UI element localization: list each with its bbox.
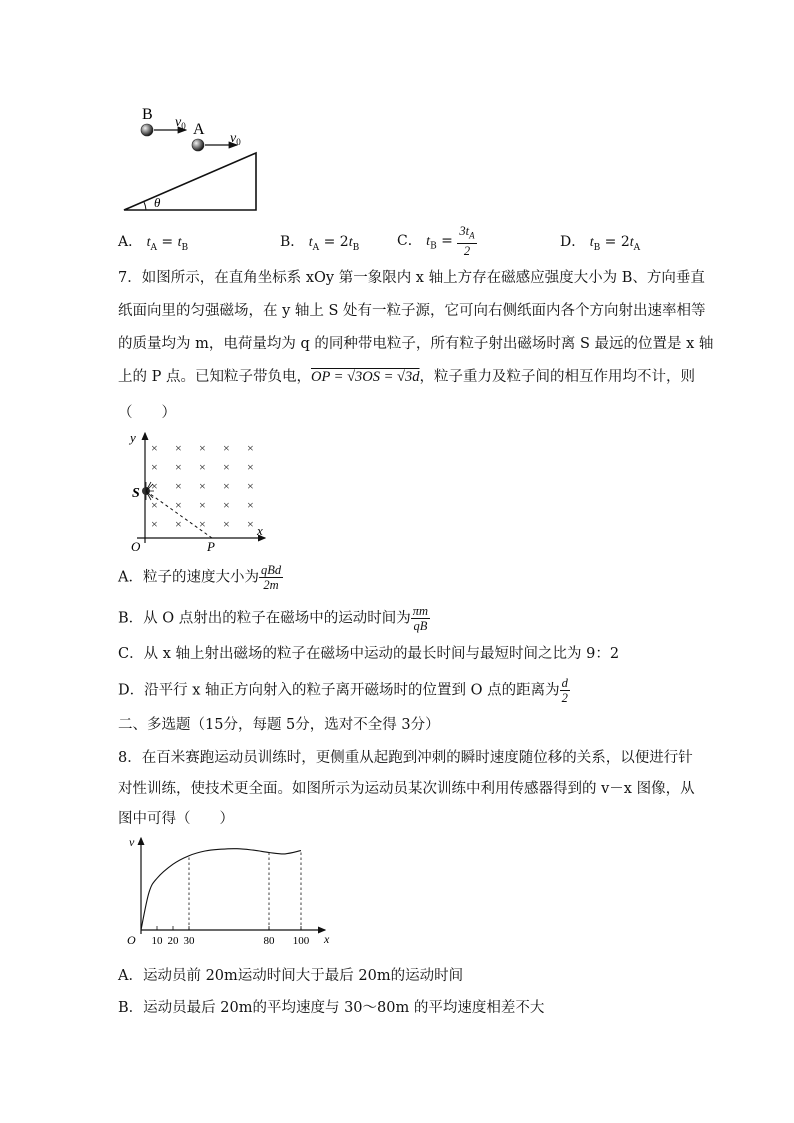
- field-cross: ×: [223, 498, 230, 512]
- chart-origin-label: O: [127, 933, 136, 947]
- field-cross: ×: [247, 460, 254, 474]
- field-cross: ×: [247, 498, 254, 512]
- chart-y-label: v: [129, 835, 135, 849]
- chart-x-label: x: [324, 932, 330, 946]
- q8-vx-chart: [115, 832, 340, 954]
- q7-figure: [115, 425, 280, 557]
- velocity-label-a: $v_0$: [230, 131, 241, 147]
- q7-option-a-fraction: $\frac{\text{qBd}}{2m}$: [260, 563, 282, 592]
- q7-option-b[interactable]: B．从 O 点射出的粒子在磁场中的运动时间为 $\frac{\pi m}{qB}$: [118, 604, 429, 633]
- point-s-label: S: [132, 486, 140, 501]
- tick-label-30: 30: [183, 935, 195, 947]
- q8-stem-line-3: 图中可得（ ）: [118, 811, 234, 827]
- field-cross: ×: [151, 441, 158, 455]
- q6-figure: [110, 100, 270, 218]
- field-cross: ×: [151, 498, 158, 512]
- q7-option-c[interactable]: C．从 x 轴上射出磁场的粒子在磁场中运动的最长时间与最短时间之比为 9：2: [118, 646, 620, 662]
- q8-option-b[interactable]: B．运动员最后 20m的平均速度与 30～80m 的平均速度相差不大: [118, 1000, 545, 1016]
- q8-stem-line-2: 对性训练，使技术更全面。如图所示为运动员某次训练中利用传感器得到的 v－x 图像，从: [118, 781, 695, 797]
- field-cross: ×: [199, 498, 206, 512]
- tick-label-10: 10: [151, 935, 163, 947]
- q7-stem-line-2: 纸面向里的匀强磁场，在 y 轴上 S 处有一粒子源，它可向右侧纸面内各个方向射出速率相等: [118, 303, 706, 319]
- q6-option-a[interactable]: A． $t_A = t_B$: [118, 234, 189, 253]
- ball-b: [141, 124, 153, 136]
- field-cross: ×: [151, 517, 158, 531]
- field-cross: ×: [151, 479, 158, 493]
- theta-label: θ: [154, 195, 161, 210]
- field-cross: ×: [223, 479, 230, 493]
- q7-option-a[interactable]: A．粒子的速度大小为 $\frac{\text{qBd}}{2m}$: [118, 563, 282, 592]
- q7-answer-paren: （ ）: [118, 405, 176, 421]
- q7-stem-line-3: 的质量均为 m，电荷量均为 q 的同种带电粒子，所有粒子射出磁场时离 S 最远的位置是 x 轴: [118, 336, 714, 352]
- tick-label-100: 100: [292, 935, 310, 947]
- field-cross: ×: [247, 479, 254, 493]
- field-cross: ×: [175, 498, 182, 512]
- theta-arc: [144, 202, 146, 210]
- field-cross: ×: [199, 460, 206, 474]
- q7-stem-line-1: 7．如图所示，在直角坐标系 xOy 第一象限内 x 轴上方存在磁感应强度大小为 B、方向垂直: [118, 270, 705, 286]
- field-cross: ×: [175, 479, 182, 493]
- field-cross: ×: [175, 441, 182, 455]
- point-p-label: P: [207, 539, 215, 554]
- q7-option-b-fraction: $\frac{\pi m}{qB}$: [412, 604, 429, 633]
- origin-label: O: [131, 539, 141, 554]
- v-x-curve: [141, 849, 301, 930]
- magnetic-field-crosses: [151, 441, 254, 531]
- field-cross: ×: [199, 479, 206, 493]
- field-cross: ×: [223, 460, 230, 474]
- field-cross: ×: [223, 517, 230, 531]
- q7-condition-equation: OP = √3OS = √3d: [310, 369, 420, 385]
- q8-option-a[interactable]: A．运动员前 20m运动时间大于最后 20m的运动时间: [118, 968, 464, 984]
- ball-a: [192, 139, 204, 151]
- field-cross: ×: [175, 460, 182, 474]
- tick-label-80: 80: [263, 935, 275, 947]
- q7-option-d[interactable]: D．沿平行 x 轴正方向射入的粒子离开磁场时的位置到 O 点的距离为 $\frac{d}{2}$: [118, 676, 568, 705]
- q6-option-b[interactable]: B． $t_A = 2t_B$: [280, 234, 360, 253]
- field-cross: ×: [247, 441, 254, 455]
- ball-b-label: B: [142, 106, 153, 123]
- field-cross: ×: [199, 517, 206, 531]
- velocity-label-b: $v_0$: [175, 115, 186, 131]
- q7-option-d-fraction: $\frac{d}{2}$: [561, 676, 568, 705]
- incline: [124, 153, 256, 210]
- field-cross: ×: [247, 517, 254, 531]
- field-cross: ×: [199, 441, 206, 455]
- q6-option-c[interactable]: C． $t_B$ = $\frac{3t_A}{2}$: [397, 224, 475, 258]
- ball-a-label: A: [193, 121, 205, 138]
- field-cross: ×: [223, 441, 230, 455]
- tick-label-20: 20: [167, 935, 179, 947]
- q6-option-c-fraction: $\frac{3t_A}{2}$: [459, 224, 475, 258]
- q7-stem-line-4: 上的 P 点。已知粒子带负电，OP = √3OS = √3d，粒子重力及粒子间的相互作用均不计，则: [118, 369, 696, 385]
- q8-stem-line-1: 8．在百米赛跑运动员训练时，更侧重从起跑到冲刺的瞬时速度随位移的关系，以便进行针: [118, 750, 693, 766]
- x-axis-label: x: [257, 523, 263, 538]
- q6-option-d[interactable]: D． $t_B = 2t_A$: [560, 234, 641, 253]
- section-2-header: 二、多选题（15分，每题 5分，选对不全得 3分）: [118, 717, 440, 733]
- field-cross: ×: [151, 460, 158, 474]
- y-axis-label: y: [130, 430, 136, 445]
- field-cross: ×: [175, 517, 182, 531]
